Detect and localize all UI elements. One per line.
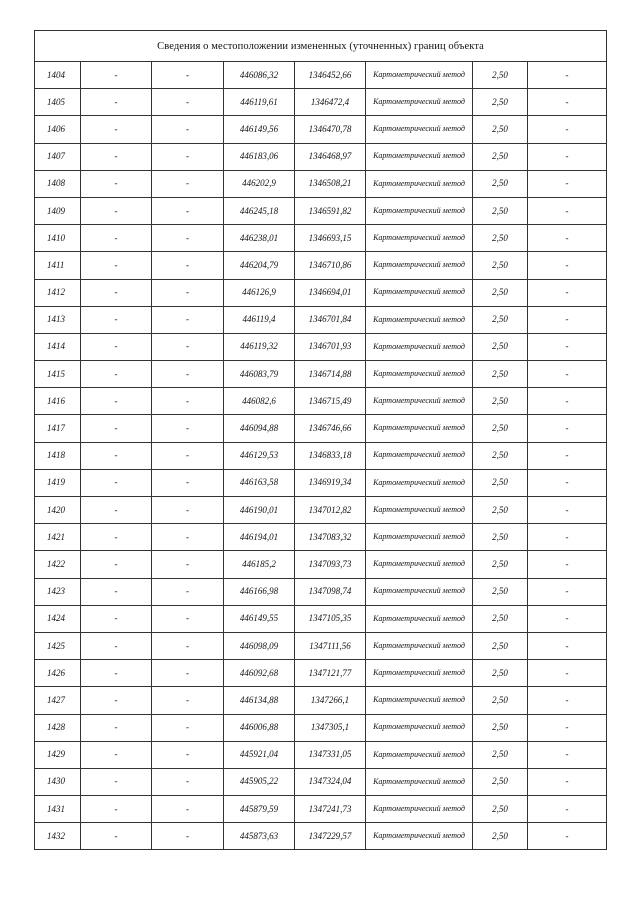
table-row — [35, 361, 607, 388]
empty-cell-2: - — [152, 279, 224, 306]
table-row — [35, 660, 607, 687]
y-coordinate-cell: 1346715,49 — [295, 388, 366, 415]
y-coordinate-cell: 1346470,78 — [295, 116, 366, 143]
table-row — [35, 116, 607, 143]
accuracy-cell: 2,50 — [473, 225, 528, 252]
table-row — [35, 605, 607, 632]
y-coordinate-cell: 1346919,34 — [295, 469, 366, 496]
x-coordinate-cell: 446092,68 — [224, 660, 295, 687]
x-coordinate-cell: 445873,63 — [224, 823, 295, 850]
point-number-cell: 1428 — [35, 714, 81, 741]
note-cell: - — [528, 143, 607, 170]
empty-cell-2: - — [152, 469, 224, 496]
point-number-cell: 1412 — [35, 279, 81, 306]
accuracy-cell: 2,50 — [473, 497, 528, 524]
point-number-cell: 1426 — [35, 660, 81, 687]
accuracy-cell: 2,50 — [473, 741, 528, 768]
empty-cell-1: - — [81, 143, 152, 170]
empty-cell-2: - — [152, 741, 224, 768]
empty-cell-2: - — [152, 143, 224, 170]
y-coordinate-cell: 1347012,82 — [295, 497, 366, 524]
empty-cell-1: - — [81, 660, 152, 687]
boundary-coordinates-table — [34, 30, 607, 850]
x-coordinate-cell: 445921,04 — [224, 741, 295, 768]
note-cell: - — [528, 551, 607, 578]
point-number-cell: 1407 — [35, 143, 81, 170]
accuracy-cell: 2,50 — [473, 279, 528, 306]
table-row — [35, 62, 607, 89]
accuracy-cell: 2,50 — [473, 660, 528, 687]
table-row — [35, 469, 607, 496]
point-number-cell: 1424 — [35, 605, 81, 632]
note-cell: - — [528, 524, 607, 551]
empty-cell-2: - — [152, 823, 224, 850]
y-coordinate-cell: 1346701,84 — [295, 306, 366, 333]
y-coordinate-cell: 1347105,35 — [295, 605, 366, 632]
table-row — [35, 578, 607, 605]
method-cell: Картометрический метод — [366, 632, 473, 659]
note-cell: - — [528, 823, 607, 850]
table-row — [35, 714, 607, 741]
x-coordinate-cell: 446202,9 — [224, 170, 295, 197]
empty-cell-2: - — [152, 442, 224, 469]
empty-cell-2: - — [152, 225, 224, 252]
x-coordinate-cell: 446163,58 — [224, 469, 295, 496]
x-coordinate-cell: 446134,88 — [224, 687, 295, 714]
table-row — [35, 687, 607, 714]
accuracy-cell: 2,50 — [473, 252, 528, 279]
y-coordinate-cell: 1347093,73 — [295, 551, 366, 578]
method-cell: Картометрический метод — [366, 170, 473, 197]
method-cell: Картометрический метод — [366, 252, 473, 279]
note-cell: - — [528, 660, 607, 687]
empty-cell-1: - — [81, 823, 152, 850]
note-cell: - — [528, 279, 607, 306]
accuracy-cell: 2,50 — [473, 768, 528, 795]
table-row — [35, 524, 607, 551]
point-number-cell: 1404 — [35, 62, 81, 89]
x-coordinate-cell: 446204,79 — [224, 252, 295, 279]
accuracy-cell: 2,50 — [473, 89, 528, 116]
table-row — [35, 741, 607, 768]
table-row — [35, 632, 607, 659]
method-cell: Картометрический метод — [366, 497, 473, 524]
x-coordinate-cell: 446129,53 — [224, 442, 295, 469]
empty-cell-2: - — [152, 306, 224, 333]
table-row — [35, 306, 607, 333]
note-cell: - — [528, 415, 607, 442]
empty-cell-2: - — [152, 197, 224, 224]
note-cell: - — [528, 116, 607, 143]
x-coordinate-cell: 446098,09 — [224, 632, 295, 659]
note-cell: - — [528, 89, 607, 116]
point-number-cell: 1421 — [35, 524, 81, 551]
x-coordinate-cell: 446185,2 — [224, 551, 295, 578]
empty-cell-1: - — [81, 170, 152, 197]
accuracy-cell: 2,50 — [473, 333, 528, 360]
note-cell: - — [528, 687, 607, 714]
empty-cell-1: - — [81, 388, 152, 415]
accuracy-cell: 2,50 — [473, 143, 528, 170]
y-coordinate-cell: 1346746,66 — [295, 415, 366, 442]
method-cell: Картометрический метод — [366, 741, 473, 768]
accuracy-cell: 2,50 — [473, 442, 528, 469]
point-number-cell: 1420 — [35, 497, 81, 524]
point-number-cell: 1422 — [35, 551, 81, 578]
y-coordinate-cell: 1346710,86 — [295, 252, 366, 279]
table-row — [35, 442, 607, 469]
method-cell: Картометрический метод — [366, 578, 473, 605]
empty-cell-1: - — [81, 361, 152, 388]
y-coordinate-cell: 1347241,73 — [295, 796, 366, 823]
empty-cell-1: - — [81, 632, 152, 659]
note-cell: - — [528, 714, 607, 741]
point-number-cell: 1409 — [35, 197, 81, 224]
x-coordinate-cell: 446006,88 — [224, 714, 295, 741]
accuracy-cell: 2,50 — [473, 578, 528, 605]
y-coordinate-cell: 1346694,01 — [295, 279, 366, 306]
method-cell: Картометрический метод — [366, 687, 473, 714]
y-coordinate-cell: 1346591,82 — [295, 197, 366, 224]
point-number-cell: 1413 — [35, 306, 81, 333]
point-number-cell: 1432 — [35, 823, 81, 850]
x-coordinate-cell: 446119,61 — [224, 89, 295, 116]
empty-cell-2: - — [152, 116, 224, 143]
point-number-cell: 1410 — [35, 225, 81, 252]
empty-cell-1: - — [81, 89, 152, 116]
empty-cell-1: - — [81, 442, 152, 469]
y-coordinate-cell: 1347331,05 — [295, 741, 366, 768]
note-cell: - — [528, 388, 607, 415]
method-cell: Картометрический метод — [366, 279, 473, 306]
point-number-cell: 1429 — [35, 741, 81, 768]
empty-cell-1: - — [81, 524, 152, 551]
method-cell: Картометрический метод — [366, 116, 473, 143]
empty-cell-2: - — [152, 333, 224, 360]
note-cell: - — [528, 361, 607, 388]
method-cell: Картометрический метод — [366, 768, 473, 795]
table-row — [35, 388, 607, 415]
table-title-row — [35, 31, 607, 62]
y-coordinate-cell: 1346468,97 — [295, 143, 366, 170]
empty-cell-2: - — [152, 524, 224, 551]
point-number-cell: 1408 — [35, 170, 81, 197]
empty-cell-1: - — [81, 415, 152, 442]
point-number-cell: 1406 — [35, 116, 81, 143]
method-cell: Картометрический метод — [366, 469, 473, 496]
accuracy-cell: 2,50 — [473, 415, 528, 442]
empty-cell-2: - — [152, 415, 224, 442]
empty-cell-2: - — [152, 62, 224, 89]
accuracy-cell: 2,50 — [473, 524, 528, 551]
accuracy-cell: 2,50 — [473, 605, 528, 632]
empty-cell-1: - — [81, 714, 152, 741]
x-coordinate-cell: 446119,32 — [224, 333, 295, 360]
point-number-cell: 1411 — [35, 252, 81, 279]
method-cell: Картометрический метод — [366, 225, 473, 252]
accuracy-cell: 2,50 — [473, 170, 528, 197]
method-cell: Картометрический метод — [366, 143, 473, 170]
y-coordinate-cell: 1346508,21 — [295, 170, 366, 197]
empty-cell-2: - — [152, 361, 224, 388]
table-row — [35, 197, 607, 224]
empty-cell-1: - — [81, 796, 152, 823]
x-coordinate-cell: 446149,56 — [224, 116, 295, 143]
note-cell: - — [528, 768, 607, 795]
empty-cell-1: - — [81, 116, 152, 143]
x-coordinate-cell: 446082,6 — [224, 388, 295, 415]
empty-cell-2: - — [152, 388, 224, 415]
y-coordinate-cell: 1347324,04 — [295, 768, 366, 795]
accuracy-cell: 2,50 — [473, 306, 528, 333]
note-cell: - — [528, 442, 607, 469]
note-cell: - — [528, 796, 607, 823]
empty-cell-2: - — [152, 578, 224, 605]
x-coordinate-cell: 446245,18 — [224, 197, 295, 224]
point-number-cell: 1423 — [35, 578, 81, 605]
accuracy-cell: 2,50 — [473, 388, 528, 415]
y-coordinate-cell: 1347305,1 — [295, 714, 366, 741]
empty-cell-1: - — [81, 62, 152, 89]
empty-cell-2: - — [152, 252, 224, 279]
accuracy-cell: 2,50 — [473, 823, 528, 850]
x-coordinate-cell: 446086,32 — [224, 62, 295, 89]
table-title: Сведения о местоположении измененных (уточненных) границ объекта — [35, 31, 607, 62]
x-coordinate-cell: 446194,01 — [224, 524, 295, 551]
table-row — [35, 823, 607, 850]
point-number-cell: 1417 — [35, 415, 81, 442]
empty-cell-1: - — [81, 741, 152, 768]
empty-cell-1: - — [81, 605, 152, 632]
point-number-cell: 1419 — [35, 469, 81, 496]
x-coordinate-cell: 446119,4 — [224, 306, 295, 333]
x-coordinate-cell: 446166,98 — [224, 578, 295, 605]
empty-cell-1: - — [81, 469, 152, 496]
method-cell: Картометрический метод — [366, 333, 473, 360]
y-coordinate-cell: 1347098,74 — [295, 578, 366, 605]
x-coordinate-cell: 446149,55 — [224, 605, 295, 632]
empty-cell-1: - — [81, 279, 152, 306]
method-cell: Картометрический метод — [366, 524, 473, 551]
method-cell: Картометрический метод — [366, 62, 473, 89]
empty-cell-1: - — [81, 252, 152, 279]
empty-cell-2: - — [152, 632, 224, 659]
y-coordinate-cell: 1346701,93 — [295, 333, 366, 360]
note-cell: - — [528, 632, 607, 659]
point-number-cell: 1405 — [35, 89, 81, 116]
table-row — [35, 252, 607, 279]
method-cell: Картометрический метод — [366, 388, 473, 415]
empty-cell-1: - — [81, 578, 152, 605]
empty-cell-1: - — [81, 497, 152, 524]
point-number-cell: 1431 — [35, 796, 81, 823]
point-number-cell: 1430 — [35, 768, 81, 795]
empty-cell-2: - — [152, 605, 224, 632]
note-cell: - — [528, 497, 607, 524]
x-coordinate-cell: 446190,01 — [224, 497, 295, 524]
method-cell: Картометрический метод — [366, 714, 473, 741]
empty-cell-2: - — [152, 497, 224, 524]
accuracy-cell: 2,50 — [473, 469, 528, 496]
method-cell: Картометрический метод — [366, 197, 473, 224]
empty-cell-2: - — [152, 170, 224, 197]
empty-cell-1: - — [81, 197, 152, 224]
y-coordinate-cell: 1347266,1 — [295, 687, 366, 714]
method-cell: Картометрический метод — [366, 605, 473, 632]
x-coordinate-cell: 446126,9 — [224, 279, 295, 306]
method-cell: Картометрический метод — [366, 306, 473, 333]
point-number-cell: 1418 — [35, 442, 81, 469]
x-coordinate-cell: 446183,06 — [224, 143, 295, 170]
y-coordinate-cell: 1346714,88 — [295, 361, 366, 388]
empty-cell-1: - — [81, 333, 152, 360]
empty-cell-1: - — [81, 306, 152, 333]
accuracy-cell: 2,50 — [473, 197, 528, 224]
method-cell: Картометрический метод — [366, 415, 473, 442]
note-cell: - — [528, 306, 607, 333]
empty-cell-2: - — [152, 687, 224, 714]
y-coordinate-cell: 1346833,18 — [295, 442, 366, 469]
method-cell: Картометрический метод — [366, 361, 473, 388]
y-coordinate-cell: 1347111,56 — [295, 632, 366, 659]
y-coordinate-cell: 1347083,32 — [295, 524, 366, 551]
document-page — [34, 30, 606, 850]
method-cell: Картометрический метод — [366, 551, 473, 578]
empty-cell-2: - — [152, 660, 224, 687]
point-number-cell: 1414 — [35, 333, 81, 360]
table-body — [35, 62, 607, 850]
table-row — [35, 796, 607, 823]
note-cell: - — [528, 62, 607, 89]
accuracy-cell: 2,50 — [473, 796, 528, 823]
table-row — [35, 279, 607, 306]
table-row — [35, 551, 607, 578]
note-cell: - — [528, 225, 607, 252]
note-cell: - — [528, 197, 607, 224]
empty-cell-2: - — [152, 768, 224, 795]
x-coordinate-cell: 445905,22 — [224, 768, 295, 795]
note-cell: - — [528, 252, 607, 279]
note-cell: - — [528, 333, 607, 360]
method-cell: Картометрический метод — [366, 442, 473, 469]
method-cell: Картометрический метод — [366, 823, 473, 850]
method-cell: Картометрический метод — [366, 89, 473, 116]
table-row — [35, 497, 607, 524]
empty-cell-2: - — [152, 89, 224, 116]
empty-cell-1: - — [81, 225, 152, 252]
y-coordinate-cell: 1347121,77 — [295, 660, 366, 687]
table-row — [35, 89, 607, 116]
x-coordinate-cell: 446238,01 — [224, 225, 295, 252]
note-cell: - — [528, 170, 607, 197]
accuracy-cell: 2,50 — [473, 62, 528, 89]
note-cell: - — [528, 578, 607, 605]
accuracy-cell: 2,50 — [473, 632, 528, 659]
accuracy-cell: 2,50 — [473, 116, 528, 143]
x-coordinate-cell: 445879,59 — [224, 796, 295, 823]
accuracy-cell: 2,50 — [473, 687, 528, 714]
accuracy-cell: 2,50 — [473, 361, 528, 388]
point-number-cell: 1427 — [35, 687, 81, 714]
table-row — [35, 768, 607, 795]
x-coordinate-cell: 446094,88 — [224, 415, 295, 442]
method-cell: Картометрический метод — [366, 796, 473, 823]
note-cell: - — [528, 605, 607, 632]
note-cell: - — [528, 741, 607, 768]
table-row — [35, 225, 607, 252]
empty-cell-2: - — [152, 551, 224, 578]
point-number-cell: 1425 — [35, 632, 81, 659]
empty-cell-2: - — [152, 714, 224, 741]
empty-cell-1: - — [81, 768, 152, 795]
accuracy-cell: 2,50 — [473, 714, 528, 741]
table-row — [35, 333, 607, 360]
method-cell: Картометрический метод — [366, 660, 473, 687]
y-coordinate-cell: 1346472,4 — [295, 89, 366, 116]
table-row — [35, 143, 607, 170]
empty-cell-1: - — [81, 551, 152, 578]
empty-cell-2: - — [152, 796, 224, 823]
y-coordinate-cell: 1347229,57 — [295, 823, 366, 850]
point-number-cell: 1416 — [35, 388, 81, 415]
accuracy-cell: 2,50 — [473, 551, 528, 578]
empty-cell-1: - — [81, 687, 152, 714]
x-coordinate-cell: 446083,79 — [224, 361, 295, 388]
y-coordinate-cell: 1346452,66 — [295, 62, 366, 89]
point-number-cell: 1415 — [35, 361, 81, 388]
y-coordinate-cell: 1346693,15 — [295, 225, 366, 252]
note-cell: - — [528, 469, 607, 496]
table-row — [35, 170, 607, 197]
table-row — [35, 415, 607, 442]
